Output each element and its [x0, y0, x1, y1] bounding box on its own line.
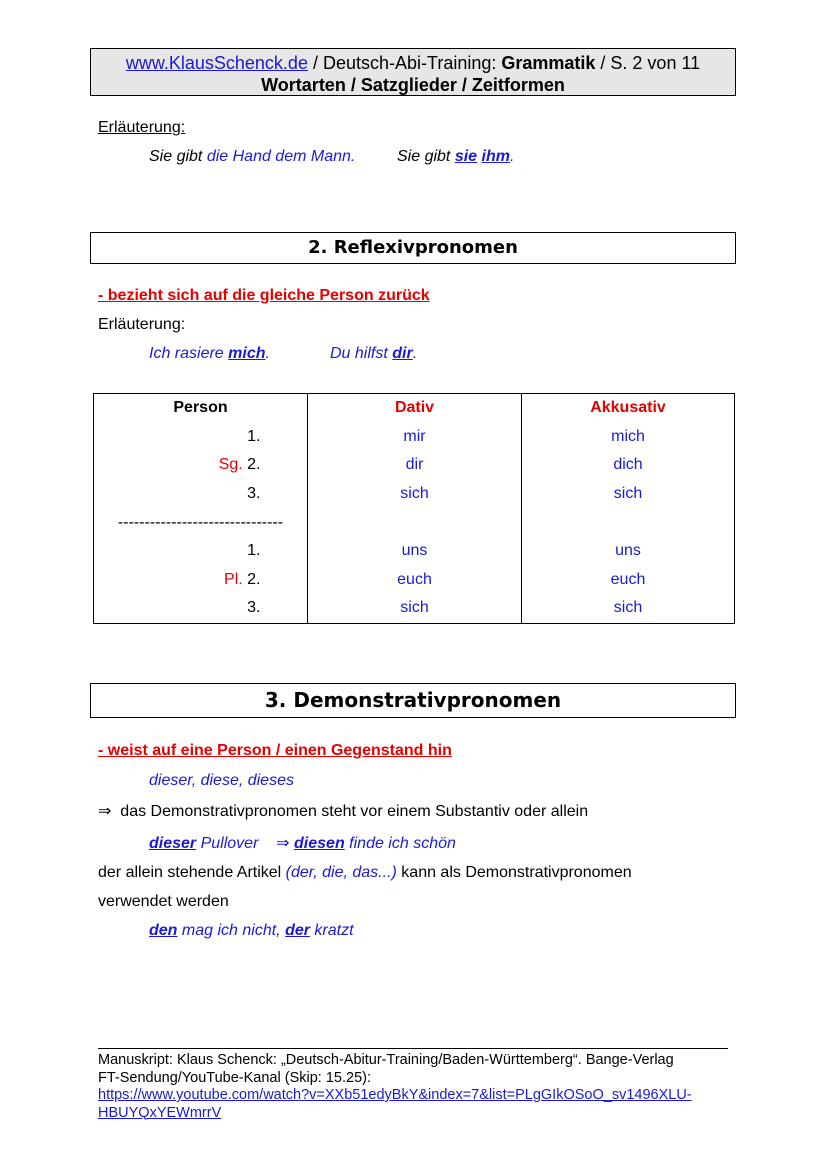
table-row	[94, 537, 735, 566]
person-number: 2.	[247, 456, 261, 474]
person-number: 3.	[247, 485, 261, 503]
section-3-title: 3. Demonstrativpronomen	[264, 688, 562, 712]
intro-ex2-text: Sie gibt	[397, 148, 455, 165]
akk-cell	[522, 508, 735, 537]
page-header	[90, 48, 736, 96]
s3-ex2-rest: kratzt	[309, 922, 354, 939]
intro-ex1-text: Sie gibt	[149, 148, 207, 165]
page-footer	[98, 1052, 738, 1122]
person-cell	[94, 480, 308, 509]
footer-manuscript: Manuskript: Klaus Schenck: „Deutsch-Abitur-Training/Baden-Württemberg“. Bange-Verlag	[98, 1052, 674, 1068]
section-3-note-line	[98, 802, 588, 822]
section-2-title: 2. Reflexivpronomen	[308, 237, 518, 258]
akk-cell: dich	[522, 451, 735, 480]
reflexive-pronoun-table	[93, 393, 735, 624]
s3-ex2-text: mag ich nicht,	[177, 922, 286, 939]
s3-para1-articles: (der, die, das...)	[285, 864, 397, 881]
section-2-label: Erläuterung:	[98, 316, 186, 333]
dativ-cell: sich	[308, 480, 522, 509]
dativ-cell: dir	[308, 451, 522, 480]
person-cell	[94, 566, 308, 595]
number-prefix: Sg.	[218, 456, 248, 474]
person-cell	[94, 594, 308, 623]
s2-ex1-pron: mich	[228, 345, 266, 362]
intro-example-2	[397, 147, 514, 167]
intro-ex2-period: .	[509, 148, 515, 165]
page-info: / S. 2 von 11	[595, 53, 701, 73]
header-separator: / Deutsch-Abi-Training:	[307, 53, 502, 73]
table-divider-row	[94, 508, 735, 537]
s3-para1-text: der allein stehende Artikel	[98, 864, 286, 881]
footer-youtube-link[interactable]: https://www.youtube.com/watch?v=XXb51edyBkY&index=7&list=PLgGIkOSoO_sv1496XLU-	[98, 1087, 692, 1103]
dativ-cell	[308, 508, 522, 537]
section-2-example-2	[330, 344, 417, 364]
person-cell	[94, 423, 308, 452]
akk-cell: uns	[522, 537, 735, 566]
s2-ex2-period: .	[412, 345, 418, 362]
footer-youtube-link-cont[interactable]: HBUYQxYEWmrrV	[98, 1104, 222, 1121]
header-person: Person	[94, 394, 308, 423]
section-2-heading	[90, 232, 736, 264]
person-cell	[94, 451, 308, 480]
intro-ex2-pron1: sie	[454, 148, 478, 165]
intro-ex2-pron2: ihm	[481, 148, 510, 165]
dativ-cell: uns	[308, 537, 522, 566]
section-3-heading	[90, 683, 736, 718]
table-row	[94, 480, 735, 509]
s3-para1-rest: kann als Demonstrativpronomen	[396, 864, 632, 881]
s2-ex1-text: Ich rasiere	[149, 345, 229, 362]
section-3-example-1	[149, 834, 456, 854]
demonstrative-forms: dieser, diese, dieses	[149, 772, 294, 789]
s3-ex1-rest: finde ich schön	[344, 835, 456, 852]
s2-ex1-period: .	[265, 345, 270, 362]
akk-cell: mich	[522, 423, 735, 452]
section-3-rule: - weist auf eine Person / einen Gegenstand hin	[98, 742, 452, 759]
arrow-icon: ⇒	[98, 803, 112, 820]
s3-ex1-pron1: dieser	[149, 835, 197, 852]
person-number: 1.	[247, 542, 261, 560]
section-3-note: das Demonstrativpronomen steht vor einem Substantiv oder allein	[120, 803, 589, 820]
section-3-paragraph-2: verwendet werden	[98, 893, 229, 910]
dativ-cell: sich	[308, 594, 522, 623]
footer-broadcast: FT-Sendung/YouTube-Kanal (Skip: 15.25):	[98, 1069, 371, 1086]
intro-label: Erläuterung:	[98, 119, 186, 136]
header-dativ: Dativ	[308, 394, 522, 423]
intro-example-1	[149, 147, 355, 167]
s2-ex2-text: Du hilfst	[330, 345, 393, 362]
table-row	[94, 594, 735, 623]
table-row	[94, 451, 735, 480]
number-prefix: Pl.	[224, 570, 248, 588]
s3-ex1-noun: Pullover	[196, 835, 259, 852]
section-2-example-1	[149, 344, 270, 364]
dativ-cell: euch	[308, 566, 522, 595]
arrow-icon: ⇒	[276, 835, 290, 852]
intro-ex1-object: die Hand dem Mann.	[206, 148, 356, 165]
table-row	[94, 566, 735, 595]
akk-cell: euch	[522, 566, 735, 595]
site-link[interactable]: www.KlausSchenck.de	[125, 53, 308, 73]
section-3-example-2	[149, 921, 354, 941]
person-number: 2.	[247, 570, 261, 588]
header-line	[91, 52, 735, 74]
person-number: 3.	[247, 599, 261, 617]
s3-ex2-pron1: den	[149, 922, 178, 939]
s3-ex2-pron2: der	[285, 922, 310, 939]
section-3-paragraph-1	[98, 863, 632, 883]
table-row	[94, 423, 735, 452]
dativ-cell: mir	[308, 423, 522, 452]
footer-divider	[98, 1048, 728, 1049]
table-header-row	[94, 394, 735, 423]
person-number: 1.	[247, 427, 261, 445]
header-akkusativ: Akkusativ	[522, 394, 735, 423]
section-2-rule: - bezieht sich auf die gleiche Person zurück	[98, 287, 430, 304]
s2-ex2-pron: dir	[392, 345, 413, 362]
person-cell	[94, 537, 308, 566]
divider-cell: -------------------------------	[94, 508, 308, 537]
s3-ex1-pron2: diesen	[294, 835, 345, 852]
akk-cell: sich	[522, 480, 735, 509]
header-subject: Grammatik	[501, 53, 596, 73]
akk-cell: sich	[522, 594, 735, 623]
header-subtitle: Wortarten / Satzglieder / Zeitformen	[261, 75, 565, 95]
